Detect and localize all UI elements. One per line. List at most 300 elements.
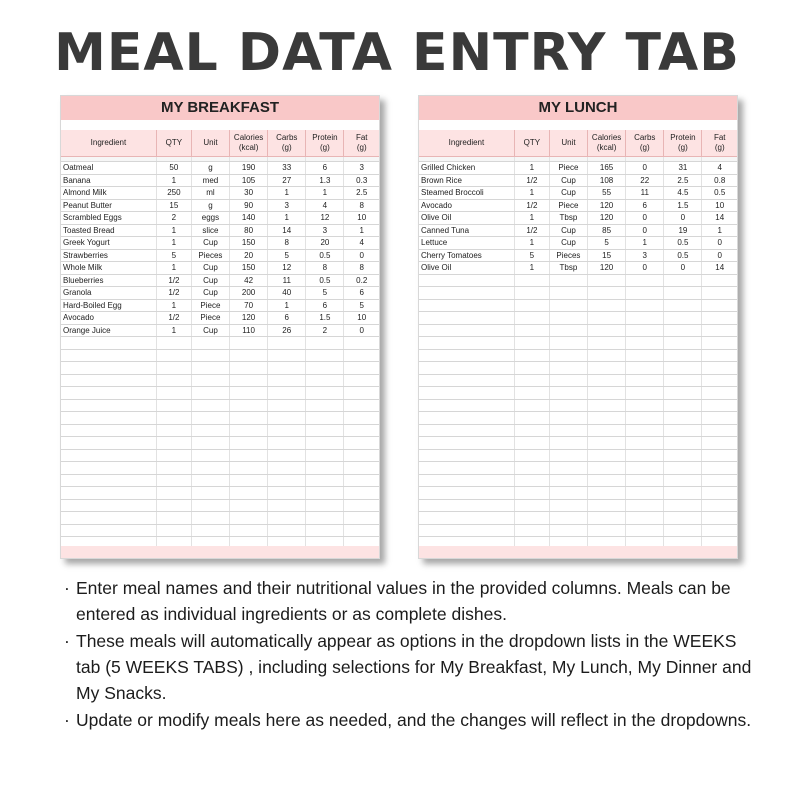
table-cell[interactable] — [344, 462, 379, 475]
table-cell[interactable] — [156, 337, 191, 350]
col-carbs[interactable]: Carbs (g) — [268, 130, 306, 157]
table-cell[interactable]: 42 — [230, 274, 268, 287]
table-cell[interactable] — [702, 399, 737, 412]
table-cell[interactable] — [230, 449, 268, 462]
table-cell[interactable] — [61, 524, 156, 537]
table-cell[interactable] — [514, 449, 549, 462]
table-cell[interactable] — [230, 337, 268, 350]
table-cell[interactable] — [344, 524, 379, 537]
table-cell[interactable] — [344, 437, 379, 450]
table-cell[interactable] — [419, 274, 514, 287]
table-cell[interactable] — [702, 287, 737, 300]
table-cell[interactable]: 5 — [156, 249, 191, 262]
table-cell[interactable]: 3 — [268, 199, 306, 212]
table-cell[interactable] — [61, 449, 156, 462]
table-cell[interactable]: 108 — [588, 174, 626, 187]
table-cell[interactable] — [344, 412, 379, 425]
table-cell[interactable] — [549, 324, 587, 337]
table-cell[interactable]: Granola — [61, 287, 156, 300]
table-cell[interactable]: Peanut Butter — [61, 199, 156, 212]
table-cell[interactable]: 11 — [268, 274, 306, 287]
table-cell[interactable]: 140 — [230, 212, 268, 225]
table-cell[interactable] — [514, 374, 549, 387]
table-cell[interactable]: Piece — [549, 199, 587, 212]
table-cell[interactable] — [344, 424, 379, 437]
table-cell[interactable] — [268, 349, 306, 362]
table-cell[interactable]: 14 — [702, 262, 737, 275]
table-cell[interactable]: 0 — [702, 249, 737, 262]
table-cell[interactable]: 26 — [268, 324, 306, 337]
table-cell[interactable] — [191, 349, 229, 362]
table-cell[interactable] — [588, 349, 626, 362]
table-cell[interactable] — [588, 399, 626, 412]
table-cell[interactable] — [419, 324, 514, 337]
table-cell[interactable]: Cup — [549, 187, 587, 200]
table-cell[interactable]: 1/2 — [514, 224, 549, 237]
table-cell[interactable]: ml — [191, 187, 229, 200]
table-cell[interactable] — [664, 362, 702, 375]
table-cell[interactable] — [156, 437, 191, 450]
table-cell[interactable] — [702, 449, 737, 462]
table-cell[interactable]: Greek Yogurt — [61, 237, 156, 250]
table-cell[interactable] — [626, 474, 664, 487]
table-cell[interactable] — [588, 287, 626, 300]
table-cell[interactable] — [514, 349, 549, 362]
table-cell[interactable] — [419, 487, 514, 500]
table-cell[interactable] — [230, 399, 268, 412]
table-cell[interactable] — [626, 462, 664, 475]
table-cell[interactable]: 1 — [306, 187, 344, 200]
table-cell[interactable]: 85 — [588, 224, 626, 237]
table-cell[interactable] — [306, 424, 344, 437]
table-cell[interactable]: 1 — [514, 187, 549, 200]
table-cell[interactable] — [588, 449, 626, 462]
table-cell[interactable] — [191, 387, 229, 400]
table-cell[interactable]: 10 — [344, 212, 379, 225]
table-cell[interactable]: 0 — [702, 237, 737, 250]
table-cell[interactable] — [419, 337, 514, 350]
table-cell[interactable]: 0 — [626, 162, 664, 175]
table-cell[interactable]: 1 — [514, 262, 549, 275]
table-cell[interactable]: 8 — [344, 262, 379, 275]
table-cell[interactable] — [626, 487, 664, 500]
table-cell[interactable]: 6 — [344, 287, 379, 300]
table-cell[interactable] — [588, 299, 626, 312]
table-cell[interactable]: 1 — [156, 299, 191, 312]
table-cell[interactable] — [626, 449, 664, 462]
table-cell[interactable]: Strawberries — [61, 249, 156, 262]
table-cell[interactable]: 15 — [588, 249, 626, 262]
table-cell[interactable]: 0 — [344, 324, 379, 337]
table-cell[interactable] — [156, 399, 191, 412]
table-cell[interactable] — [549, 349, 587, 362]
table-cell[interactable] — [344, 449, 379, 462]
table-cell[interactable]: 30 — [230, 187, 268, 200]
table-cell[interactable] — [344, 487, 379, 500]
table-cell[interactable] — [702, 412, 737, 425]
table-cell[interactable]: Piece — [191, 312, 229, 325]
table-cell[interactable] — [664, 337, 702, 350]
col-unit[interactable]: Unit — [191, 130, 229, 157]
table-cell[interactable] — [306, 349, 344, 362]
table-cell[interactable] — [514, 512, 549, 525]
table-cell[interactable] — [664, 474, 702, 487]
table-cell[interactable]: Avocado — [61, 312, 156, 325]
table-cell[interactable]: 0.2 — [344, 274, 379, 287]
table-cell[interactable]: 33 — [268, 162, 306, 175]
table-cell[interactable] — [419, 349, 514, 362]
table-cell[interactable]: 190 — [230, 162, 268, 175]
table-cell[interactable]: Almond Milk — [61, 187, 156, 200]
table-cell[interactable] — [514, 274, 549, 287]
table-cell[interactable] — [549, 424, 587, 437]
table-cell[interactable]: 14 — [702, 212, 737, 225]
table-cell[interactable]: Cup — [191, 262, 229, 275]
table-cell[interactable]: 40 — [268, 287, 306, 300]
table-cell[interactable]: 1/2 — [156, 287, 191, 300]
table-cell[interactable] — [344, 387, 379, 400]
table-cell[interactable] — [230, 499, 268, 512]
table-cell[interactable]: 1 — [268, 212, 306, 225]
table-cell[interactable] — [549, 437, 587, 450]
table-cell[interactable]: med — [191, 174, 229, 187]
col-qty[interactable]: QTY — [514, 130, 549, 157]
table-cell[interactable] — [191, 374, 229, 387]
table-cell[interactable] — [344, 399, 379, 412]
table-cell[interactable] — [61, 362, 156, 375]
table-cell[interactable] — [514, 399, 549, 412]
table-cell[interactable]: 8 — [344, 199, 379, 212]
table-cell[interactable] — [61, 462, 156, 475]
table-cell[interactable] — [588, 512, 626, 525]
table-cell[interactable] — [61, 399, 156, 412]
table-cell[interactable]: 6 — [268, 312, 306, 325]
table-cell[interactable] — [549, 362, 587, 375]
table-cell[interactable] — [588, 424, 626, 437]
table-cell[interactable]: 1 — [514, 162, 549, 175]
table-cell[interactable]: 0.5 — [306, 274, 344, 287]
table-cell[interactable] — [626, 349, 664, 362]
table-cell[interactable] — [626, 299, 664, 312]
table-cell[interactable]: Tbsp — [549, 212, 587, 225]
table-cell[interactable]: Cherry Tomatoes — [419, 249, 514, 262]
table-cell[interactable] — [588, 362, 626, 375]
table-cell[interactable]: 1.3 — [306, 174, 344, 187]
table-cell[interactable] — [61, 487, 156, 500]
table-cell[interactable] — [514, 287, 549, 300]
table-cell[interactable]: Olive Oil — [419, 262, 514, 275]
table-cell[interactable] — [514, 499, 549, 512]
table-cell[interactable]: 11 — [626, 187, 664, 200]
table-cell[interactable] — [156, 449, 191, 462]
table-cell[interactable] — [588, 374, 626, 387]
table-cell[interactable]: 3 — [626, 249, 664, 262]
table-cell[interactable] — [306, 499, 344, 512]
table-cell[interactable] — [419, 412, 514, 425]
table-cell[interactable] — [156, 387, 191, 400]
table-cell[interactable]: 6 — [306, 299, 344, 312]
table-cell[interactable] — [549, 449, 587, 462]
table-cell[interactable] — [702, 487, 737, 500]
table-cell[interactable] — [230, 474, 268, 487]
table-cell[interactable]: Cup — [191, 237, 229, 250]
table-cell[interactable] — [702, 374, 737, 387]
table-cell[interactable] — [514, 424, 549, 437]
table-cell[interactable] — [664, 387, 702, 400]
table-cell[interactable] — [588, 387, 626, 400]
table-cell[interactable]: 70 — [230, 299, 268, 312]
table-cell[interactable]: 1/2 — [514, 174, 549, 187]
table-cell[interactable]: Pieces — [191, 249, 229, 262]
table-cell[interactable]: Cup — [191, 274, 229, 287]
table-cell[interactable]: Grilled Chicken — [419, 162, 514, 175]
table-cell[interactable]: 1 — [268, 187, 306, 200]
table-cell[interactable] — [702, 324, 737, 337]
table-cell[interactable]: Canned Tuna — [419, 224, 514, 237]
table-cell[interactable] — [514, 524, 549, 537]
table-cell[interactable] — [549, 274, 587, 287]
table-cell[interactable] — [626, 312, 664, 325]
table-cell[interactable] — [626, 274, 664, 287]
table-cell[interactable] — [156, 412, 191, 425]
table-cell[interactable] — [306, 524, 344, 537]
table-cell[interactable] — [306, 474, 344, 487]
table-cell[interactable]: Piece — [549, 162, 587, 175]
table-cell[interactable] — [344, 499, 379, 512]
table-cell[interactable]: 12 — [268, 262, 306, 275]
table-cell[interactable] — [514, 312, 549, 325]
table-cell[interactable]: 20 — [230, 249, 268, 262]
table-cell[interactable] — [549, 374, 587, 387]
table-cell[interactable] — [549, 312, 587, 325]
table-cell[interactable]: 15 — [156, 199, 191, 212]
table-cell[interactable]: 1 — [344, 224, 379, 237]
table-cell[interactable] — [702, 462, 737, 475]
table-cell[interactable]: 1.5 — [306, 312, 344, 325]
table-cell[interactable] — [664, 287, 702, 300]
table-cell[interactable] — [156, 487, 191, 500]
table-cell[interactable]: 5 — [268, 249, 306, 262]
table-cell[interactable] — [419, 399, 514, 412]
table-cell[interactable] — [61, 424, 156, 437]
table-cell[interactable] — [626, 374, 664, 387]
table-cell[interactable] — [626, 362, 664, 375]
table-cell[interactable]: 2 — [156, 212, 191, 225]
table-cell[interactable] — [626, 499, 664, 512]
table-cell[interactable]: Scrambled Eggs — [61, 212, 156, 225]
col-ingredient[interactable]: Ingredient — [61, 130, 156, 157]
table-cell[interactable] — [344, 337, 379, 350]
table-cell[interactable]: Steamed Broccoli — [419, 187, 514, 200]
table-cell[interactable]: 0.5 — [664, 249, 702, 262]
table-cell[interactable]: 80 — [230, 224, 268, 237]
table-cell[interactable] — [664, 499, 702, 512]
table-cell[interactable]: 1/2 — [514, 199, 549, 212]
table-cell[interactable]: Cup — [191, 287, 229, 300]
table-cell[interactable] — [419, 512, 514, 525]
table-cell[interactable]: 2.5 — [344, 187, 379, 200]
table-cell[interactable]: 5 — [306, 287, 344, 300]
table-cell[interactable]: 1 — [156, 224, 191, 237]
table-cell[interactable]: 0.5 — [702, 187, 737, 200]
table-cell[interactable] — [664, 399, 702, 412]
table-cell[interactable] — [702, 387, 737, 400]
table-cell[interactable]: Tbsp — [549, 262, 587, 275]
table-cell[interactable]: 1/2 — [156, 312, 191, 325]
table-cell[interactable] — [626, 324, 664, 337]
table-cell[interactable]: Toasted Bread — [61, 224, 156, 237]
table-cell[interactable]: 120 — [588, 199, 626, 212]
table-cell[interactable]: Oatmeal — [61, 162, 156, 175]
table-cell[interactable]: 0.5 — [664, 237, 702, 250]
table-cell[interactable] — [230, 437, 268, 450]
table-cell[interactable]: g — [191, 162, 229, 175]
table-cell[interactable] — [702, 424, 737, 437]
table-cell[interactable] — [664, 437, 702, 450]
table-cell[interactable] — [664, 412, 702, 425]
table-cell[interactable] — [306, 412, 344, 425]
table-cell[interactable] — [230, 349, 268, 362]
table-cell[interactable] — [702, 312, 737, 325]
table-cell[interactable]: Hard-Boiled Egg — [61, 299, 156, 312]
table-cell[interactable] — [702, 274, 737, 287]
table-cell[interactable]: 1 — [626, 237, 664, 250]
table-cell[interactable]: 1 — [268, 299, 306, 312]
table-cell[interactable] — [230, 424, 268, 437]
table-cell[interactable] — [344, 349, 379, 362]
table-cell[interactable] — [702, 512, 737, 525]
table-cell[interactable]: Olive Oil — [419, 212, 514, 225]
table-cell[interactable] — [626, 437, 664, 450]
table-cell[interactable]: 105 — [230, 174, 268, 187]
table-cell[interactable] — [626, 287, 664, 300]
table-cell[interactable] — [664, 374, 702, 387]
table-cell[interactable] — [664, 524, 702, 537]
table-cell[interactable]: Cup — [549, 237, 587, 250]
table-cell[interactable]: 1 — [702, 224, 737, 237]
table-cell[interactable] — [664, 487, 702, 500]
table-cell[interactable] — [588, 312, 626, 325]
col-qty[interactable]: QTY — [156, 130, 191, 157]
table-cell[interactable] — [664, 349, 702, 362]
table-cell[interactable]: Pieces — [549, 249, 587, 262]
table-cell[interactable] — [514, 437, 549, 450]
table-cell[interactable]: 3 — [344, 162, 379, 175]
table-cell[interactable] — [664, 462, 702, 475]
table-cell[interactable] — [61, 512, 156, 525]
table-cell[interactable]: 120 — [588, 262, 626, 275]
col-fat[interactable]: Fat (g) — [702, 130, 737, 157]
table-cell[interactable] — [306, 362, 344, 375]
table-cell[interactable] — [268, 412, 306, 425]
table-cell[interactable] — [306, 337, 344, 350]
table-cell[interactable] — [588, 462, 626, 475]
table-cell[interactable] — [344, 512, 379, 525]
table-cell[interactable]: 5 — [344, 299, 379, 312]
table-cell[interactable] — [588, 524, 626, 537]
table-cell[interactable] — [230, 512, 268, 525]
table-cell[interactable] — [230, 412, 268, 425]
table-cell[interactable] — [268, 512, 306, 525]
table-cell[interactable] — [268, 462, 306, 475]
table-cell[interactable] — [549, 387, 587, 400]
table-cell[interactable]: Piece — [191, 299, 229, 312]
table-cell[interactable] — [626, 337, 664, 350]
table-cell[interactable]: 0.8 — [702, 174, 737, 187]
table-cell[interactable] — [419, 474, 514, 487]
table-cell[interactable] — [419, 362, 514, 375]
table-cell[interactable]: 110 — [230, 324, 268, 337]
table-cell[interactable]: 14 — [268, 224, 306, 237]
table-cell[interactable]: 19 — [664, 224, 702, 237]
table-cell[interactable] — [549, 474, 587, 487]
table-cell[interactable] — [156, 474, 191, 487]
table-cell[interactable] — [549, 499, 587, 512]
table-cell[interactable] — [191, 399, 229, 412]
table-cell[interactable] — [419, 524, 514, 537]
table-cell[interactable] — [549, 399, 587, 412]
table-cell[interactable] — [191, 474, 229, 487]
table-cell[interactable] — [230, 374, 268, 387]
table-cell[interactable] — [268, 424, 306, 437]
table-cell[interactable] — [702, 437, 737, 450]
table-cell[interactable] — [344, 374, 379, 387]
table-cell[interactable] — [626, 412, 664, 425]
table-cell[interactable] — [268, 524, 306, 537]
table-cell[interactable] — [191, 499, 229, 512]
table-cell[interactable]: 22 — [626, 174, 664, 187]
table-cell[interactable] — [156, 499, 191, 512]
table-cell[interactable] — [549, 337, 587, 350]
table-cell[interactable]: 120 — [230, 312, 268, 325]
table-cell[interactable]: 0.5 — [306, 249, 344, 262]
table-cell[interactable] — [664, 274, 702, 287]
table-cell[interactable]: 1 — [514, 212, 549, 225]
table-cell[interactable] — [191, 362, 229, 375]
col-ingredient[interactable]: Ingredient — [419, 130, 514, 157]
table-cell[interactable]: Avocado — [419, 199, 514, 212]
table-cell[interactable]: 0 — [626, 224, 664, 237]
table-cell[interactable] — [268, 474, 306, 487]
table-cell[interactable] — [230, 462, 268, 475]
col-fat[interactable]: Fat (g) — [344, 130, 379, 157]
table-cell[interactable] — [61, 374, 156, 387]
table-cell[interactable] — [268, 437, 306, 450]
table-cell[interactable]: 150 — [230, 262, 268, 275]
table-cell[interactable]: 4 — [702, 162, 737, 175]
table-cell[interactable]: 1 — [156, 262, 191, 275]
table-cell[interactable]: 120 — [588, 212, 626, 225]
table-cell[interactable]: 200 — [230, 287, 268, 300]
table-cell[interactable]: 0 — [626, 262, 664, 275]
table-cell[interactable]: Cup — [549, 224, 587, 237]
table-cell[interactable]: 4.5 — [664, 187, 702, 200]
table-cell[interactable]: Lettuce — [419, 237, 514, 250]
table-cell[interactable] — [156, 362, 191, 375]
table-cell[interactable] — [702, 299, 737, 312]
table-cell[interactable] — [156, 424, 191, 437]
table-cell[interactable] — [588, 499, 626, 512]
table-cell[interactable] — [664, 324, 702, 337]
table-cell[interactable] — [588, 487, 626, 500]
table-cell[interactable] — [702, 474, 737, 487]
table-cell[interactable] — [664, 449, 702, 462]
table-cell[interactable] — [191, 512, 229, 525]
table-cell[interactable] — [268, 362, 306, 375]
table-cell[interactable] — [419, 287, 514, 300]
table-cell[interactable]: 12 — [306, 212, 344, 225]
table-cell[interactable] — [156, 524, 191, 537]
